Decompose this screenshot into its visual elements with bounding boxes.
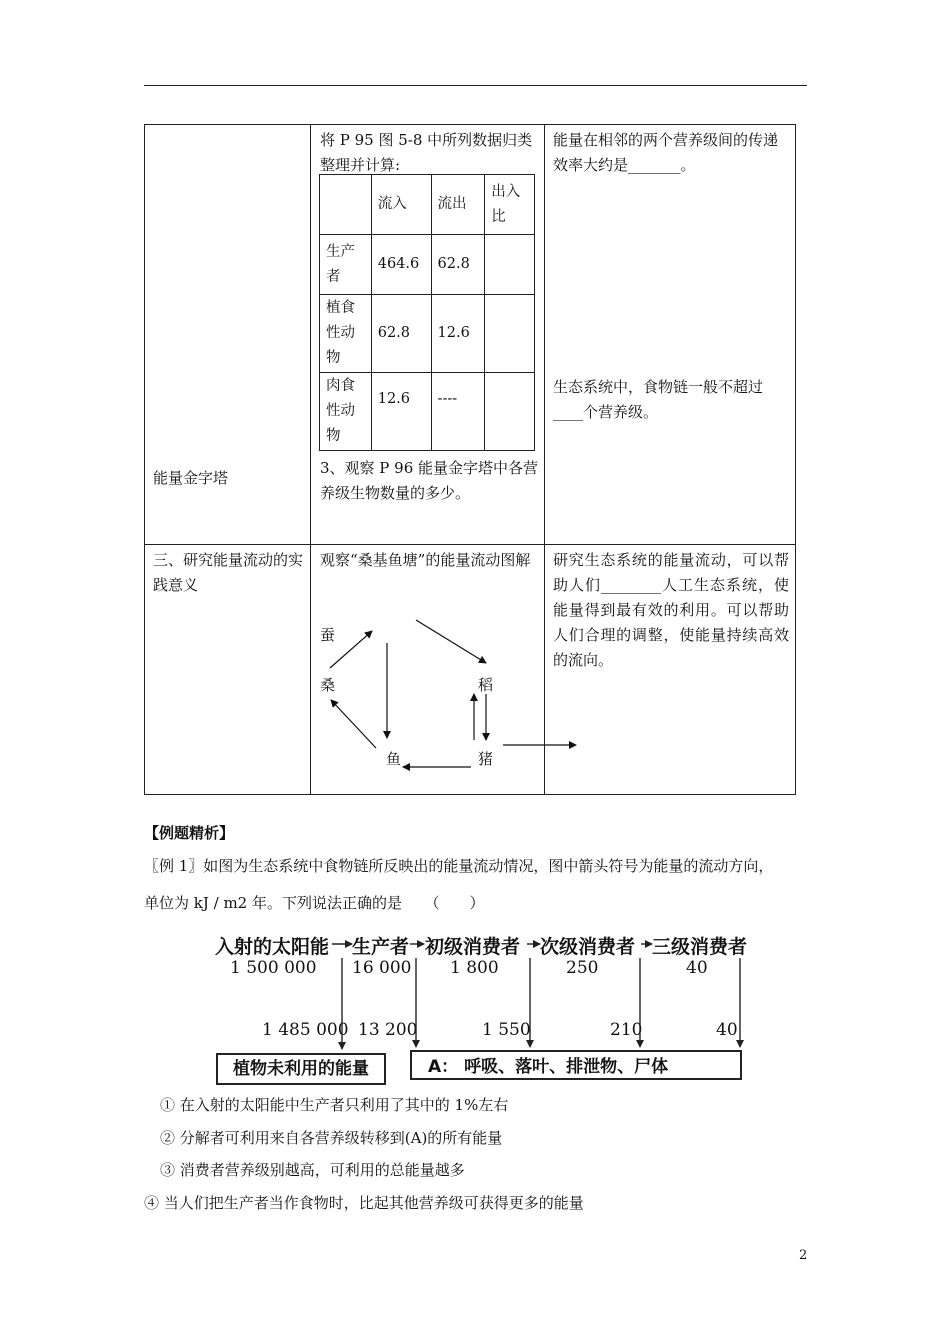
- value-cell: 62.8: [371, 295, 431, 373]
- row-label: 肉食性动物: [320, 373, 372, 451]
- example-heading: 【例题精析】: [144, 824, 235, 842]
- node-rice: 稻: [478, 676, 494, 694]
- row1-observe-note: 3、观察 P 96 能量金字塔中各营养级生物数量的多少。: [320, 459, 539, 502]
- mulberry-fish-pond-intro: 观察“桑基鱼塘”的能量流动图解: [320, 551, 531, 569]
- practical-significance-text: 研究生态系统的能量流动，可以帮助人们________人工生态系统，使能量得到最有效的利用。可以帮助人们合理的调整，使能量持续高效的流向。: [553, 551, 789, 669]
- food-chain-limit-text: 生态系统中，食物链一般不超过____个营养级。: [553, 378, 764, 421]
- row-label: 植食性动物: [320, 295, 372, 373]
- header-cell: 流入: [371, 175, 431, 235]
- header-cell: 流出: [431, 175, 485, 235]
- value-primary-in: 1 800: [450, 958, 499, 978]
- value-secondary-loss: 210: [610, 1020, 643, 1040]
- value-cell: 464.6: [371, 235, 431, 295]
- page-number: 2: [799, 1248, 808, 1263]
- option-3: ③ 消费者营养级别越高，可利用的总能量越多: [160, 1161, 465, 1179]
- value-sun-unused: 1 485 000: [262, 1020, 349, 1040]
- value-sun-in: 1 500 000: [230, 958, 317, 978]
- level-secondary-consumer: 次级消费者: [540, 936, 636, 958]
- option-2: ② 分解者可利用来自各营养级转移到(A)的所有能量: [160, 1129, 503, 1147]
- row1-instruction: 将 P 95 图 5-8 中所列数据归类整理并计算:: [320, 131, 533, 174]
- transfer-efficiency-text: 能量在相邻的两个营养级间的传递效率大约是_______。: [553, 131, 779, 174]
- node-silkworm: 蚕: [320, 626, 336, 644]
- cell-energy-pyramid: 能量金字塔: [153, 469, 229, 487]
- level-producer: 生产者: [352, 936, 410, 958]
- value-cell: ----: [431, 373, 485, 451]
- box-unused-energy: 植物未利用的能量: [216, 1053, 386, 1085]
- value-tertiary-in: 40: [686, 958, 708, 978]
- value-cell: 12.6: [431, 295, 485, 373]
- value-producer-in: 16 000: [352, 958, 412, 978]
- row-label: 生产者: [320, 235, 372, 295]
- box-a-losses: A： 呼吸、落叶、排泄物、尸体: [410, 1050, 742, 1080]
- option-4: ④ 当人们把生产者当作食物时，比起其他营养级可获得更多的能量: [144, 1194, 584, 1212]
- question-line-1: 〖例 1〗如图为生态系统中食物链所反映出的能量流动情况，图中箭头符号为能量的流动方向，: [144, 857, 774, 875]
- node-fish: 鱼: [386, 750, 402, 768]
- value-primary-loss: 1 550: [482, 1020, 531, 1040]
- value-tertiary-loss: 40: [716, 1020, 738, 1040]
- option-1: ① 在入射的太阳能中生产者只利用了其中的 1%左右: [160, 1096, 509, 1114]
- practical-significance-title: 三、研究能量流动的实践意义: [153, 551, 304, 594]
- value-cell: 12.6: [371, 373, 431, 451]
- level-sun: 入射的太阳能: [215, 936, 330, 958]
- value-producer-loss: 13 200: [358, 1020, 418, 1040]
- header-cell: 出入比: [485, 175, 535, 235]
- question-line-2: 单位为 kJ / m2 年。下列说法正确的是 （ ）: [144, 894, 485, 912]
- node-pig: 猪: [478, 750, 494, 768]
- level-tertiary-consumer: 三级消费者: [652, 936, 748, 958]
- value-cell: 62.8: [431, 235, 485, 295]
- level-primary-consumer: 初级消费者: [425, 936, 521, 958]
- value-secondary-in: 250: [566, 958, 599, 978]
- node-mulberry: 桑: [320, 676, 336, 694]
